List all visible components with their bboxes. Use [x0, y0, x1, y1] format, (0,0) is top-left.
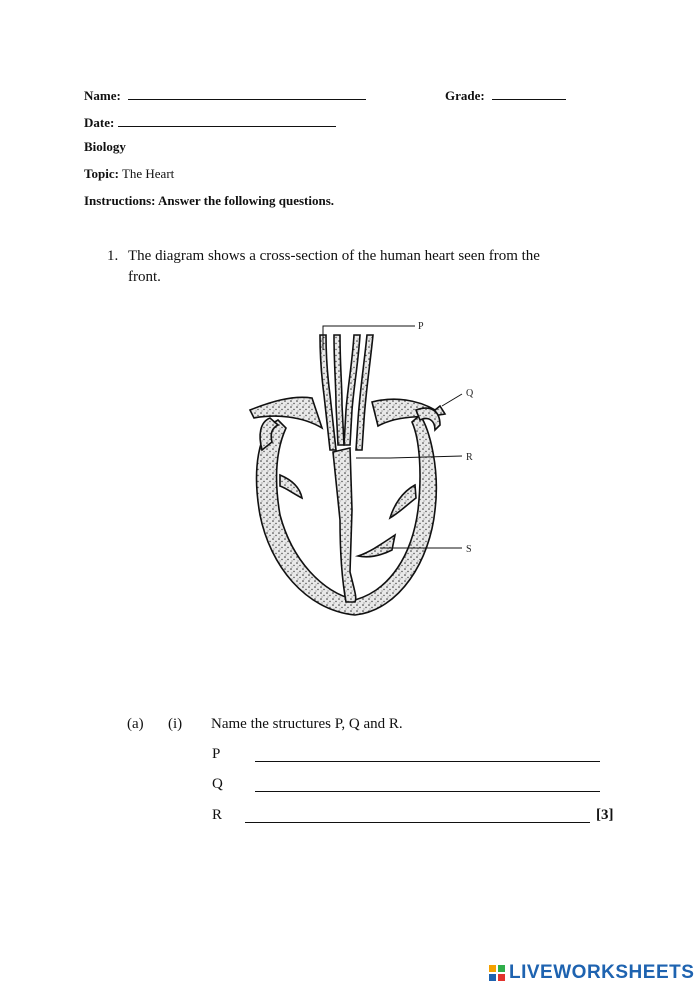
liveworksheets-logo [489, 962, 694, 984]
answer-letter-p: P [212, 746, 221, 762]
answer-letter-r: R [212, 807, 223, 823]
part-a-label: (a) [127, 716, 144, 732]
date-label: Date: [84, 115, 115, 130]
question-text [128, 246, 608, 288]
topic-value: The Heart [121, 166, 175, 181]
grade-field[interactable] [492, 86, 566, 100]
date-row [84, 113, 336, 131]
subject: Biology [84, 139, 126, 154]
marks-label: [3] [596, 807, 614, 823]
label-p: P [418, 321, 424, 332]
label-s: S [466, 544, 472, 555]
question-number: 1. [107, 248, 119, 264]
heart-diagram [230, 310, 490, 630]
answer-field-p[interactable] [255, 760, 600, 762]
part-a-sub-label: (i) [168, 716, 183, 732]
part-a-prompt: Name the structures P, Q and R. [211, 716, 403, 732]
label-r: R [466, 452, 473, 463]
label-q: Q [466, 388, 474, 399]
question-text-line-2: front. [128, 269, 161, 285]
question-text-line-1: The diagram shows a cross-section of the human heart seen from the [128, 248, 540, 264]
name-field[interactable] [128, 86, 366, 100]
answer-field-q[interactable] [255, 790, 600, 792]
grade-row [445, 86, 566, 104]
heart-outline [250, 335, 445, 615]
answer-field-r[interactable] [245, 821, 590, 823]
topic-label: Topic: [84, 166, 119, 181]
instructions: Instructions: Answer the following questions. [84, 193, 335, 208]
date-field[interactable] [118, 113, 336, 127]
topic-row [84, 166, 174, 182]
name-label: Name: [84, 88, 121, 103]
answer-letter-q: Q [212, 776, 223, 792]
logo-grid-icon [489, 965, 505, 981]
grade-label: Grade: [445, 88, 485, 103]
name-row [84, 86, 366, 104]
brand-text: LIVEWORKSHEETS [509, 962, 695, 983]
